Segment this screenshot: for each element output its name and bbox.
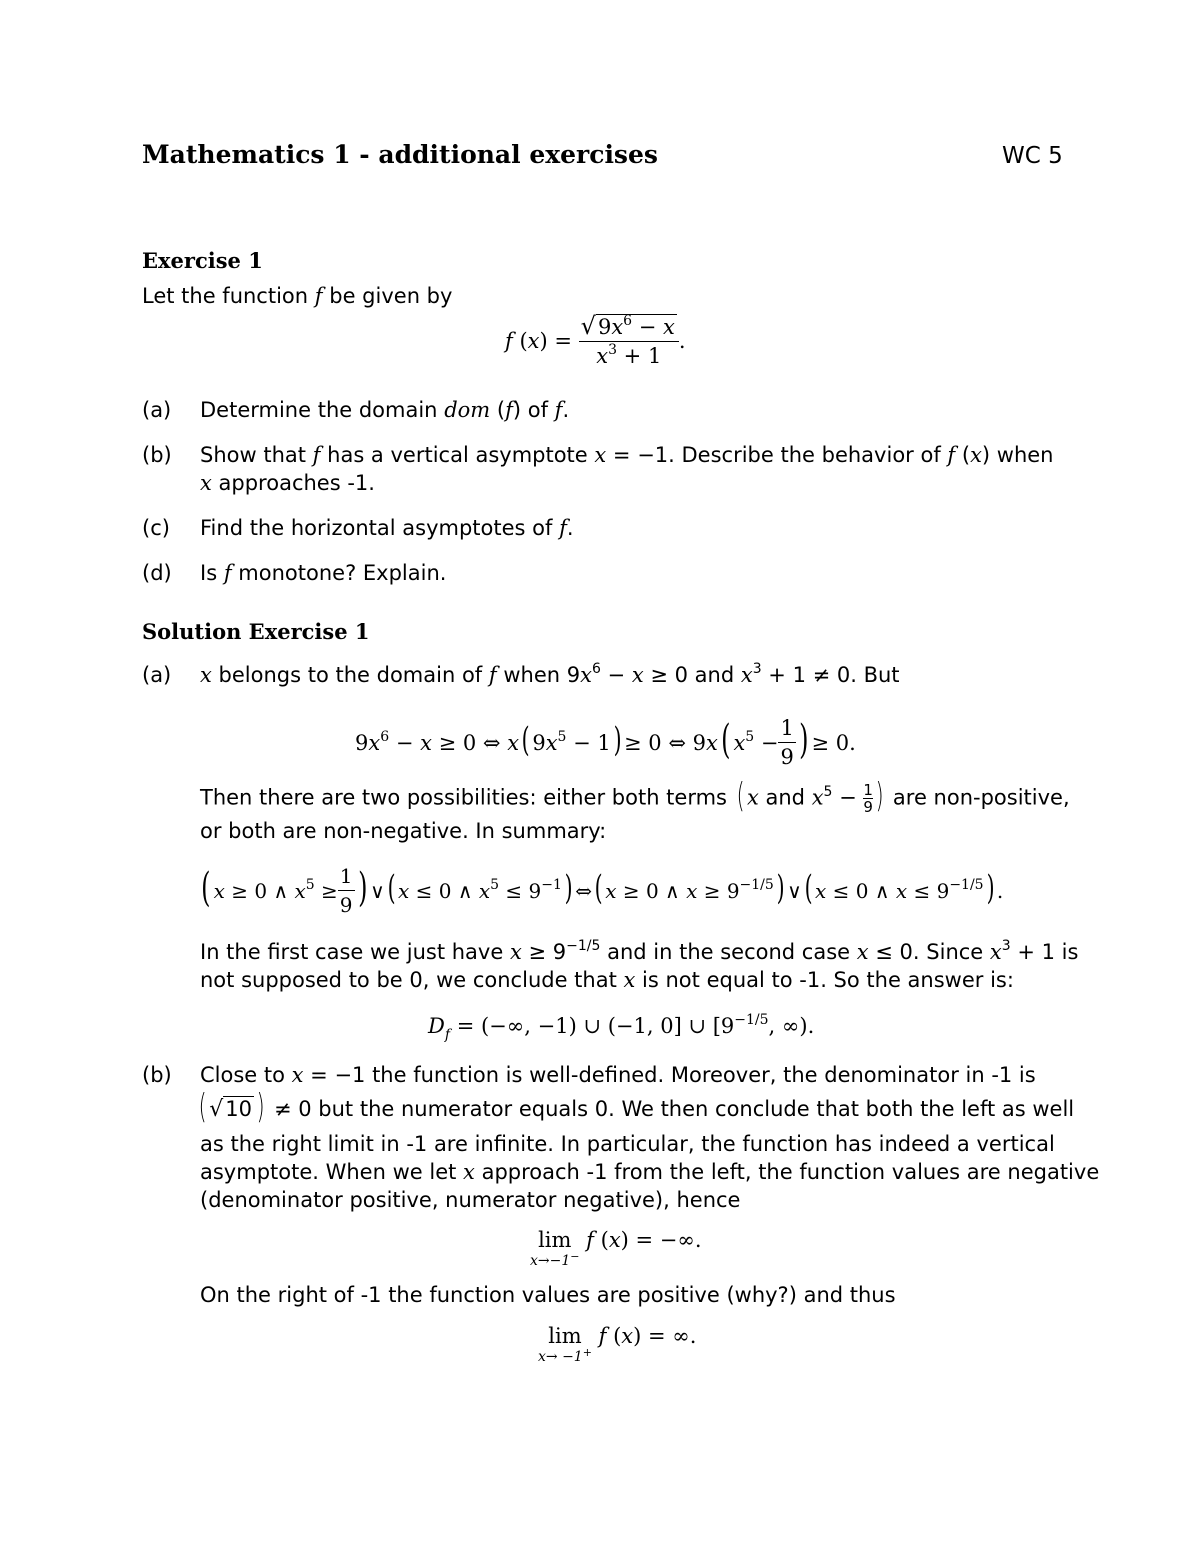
solution-a-line5: not supposed to be 0, we conclude that x is not equal to -1. So the answer is:	[200, 968, 1014, 992]
item-b-text-cont: x approaches -1.	[200, 471, 375, 495]
solution-b-line3: as the right limit in -1 are infinite. In particular, the function has indeed a vertical	[200, 1132, 1055, 1156]
solution-a-line4: In the first case we just have $x \ge 9^{-1/5}$ and in the second case x ≤ 0. Since $x^3 + 1$ is	[200, 938, 1079, 964]
item-b-text: Show that f has a vertical asymptote x = −1. Describe the behavior of f (x) when	[200, 443, 1054, 467]
solution-a-line2: Then there are two possibilities: either both terms ( x and $x^5$ − $\frac{1}{9}$ ) are non-positive,	[200, 775, 1070, 816]
left-limit-formula: lim x→−1− f (x) = −∞.	[530, 1228, 702, 1269]
function-fraction: $\frac{√9x^6 - x}{x^3 + 1}$	[579, 312, 679, 370]
solution-heading: Solution Exercise 1	[142, 619, 370, 644]
item-a-label: (a)	[142, 398, 172, 422]
equivalence-formula: $9x^6 - x \ge 0$ ⇔ x( $9x^5 - 1)\ge 0$ ⇔ 9x( $x^5$ − $\frac{1}{9}$ )≥ 0.	[355, 716, 856, 769]
item-d-label: (d)	[142, 561, 172, 585]
function-definition: f (x) = $\frac{√9x^6 - x}{x^3 + 1}$ .	[505, 312, 686, 368]
item-c-label: (c)	[142, 516, 170, 540]
domain-answer: $D_f$ = (−∞, −1) ∪ (−1, 0] ∪ [$9^{-1/5}$, ∞).	[428, 1012, 815, 1043]
solution-b-line5: (denominator positive, numerator negative), hence	[200, 1188, 741, 1212]
document-title: Mathematics 1 - additional exercises	[142, 140, 658, 169]
solution-b-line4: asymptote. When we let x approach -1 from the left, the function values are negative	[200, 1160, 1100, 1184]
item-a-text: Determine the domain dom (f) of f.	[200, 398, 570, 422]
exercise-heading: Exercise 1	[142, 248, 263, 273]
solution-b-line2: ( √10 ) ≠ 0 but the numerator equals 0. We then conclude that both the left as well	[198, 1087, 1075, 1127]
right-limit-formula: lim x→ −1+ f (x) = ∞.	[538, 1324, 697, 1365]
logic-formula: ( x ≥ 0 ∧ $x^5$ ≥ $\frac{1}{9}$ )∨( x ≤ 0 ∧ $x^5$ ≤ $9^{-1})\Leftrightarrow$( x ≥ 0 ∧ $x \ge 9^{-1/5})\vee$( x ≤ 0 ∧ $x \le 9^{-1/5}$) .	[201, 864, 1004, 917]
exercise-intro: Let the function f be given by	[142, 284, 453, 308]
solution-a-line1: x belongs to the domain of f when $9x^6 - x \ge 0$ and $x^3 + 1 \ne 0$. But	[200, 661, 900, 687]
solution-b-line1: Close to x = −1 the function is well-defined. Moreover, the denominator in -1 is	[200, 1063, 1036, 1087]
solution-b-label: (b)	[142, 1063, 172, 1087]
item-c-text: Find the horizontal asymptotes of f.	[200, 516, 574, 540]
solution-a-line3: or both are non-negative. In summary:	[200, 819, 607, 843]
solution-b-line6: On the right of -1 the function values are positive (why?) and thus	[200, 1283, 896, 1307]
week-label: WC 5	[1002, 143, 1063, 169]
solution-a-label: (a)	[142, 663, 172, 687]
item-b-label: (b)	[142, 443, 172, 467]
item-d-text: Is f monotone? Explain.	[200, 561, 447, 585]
